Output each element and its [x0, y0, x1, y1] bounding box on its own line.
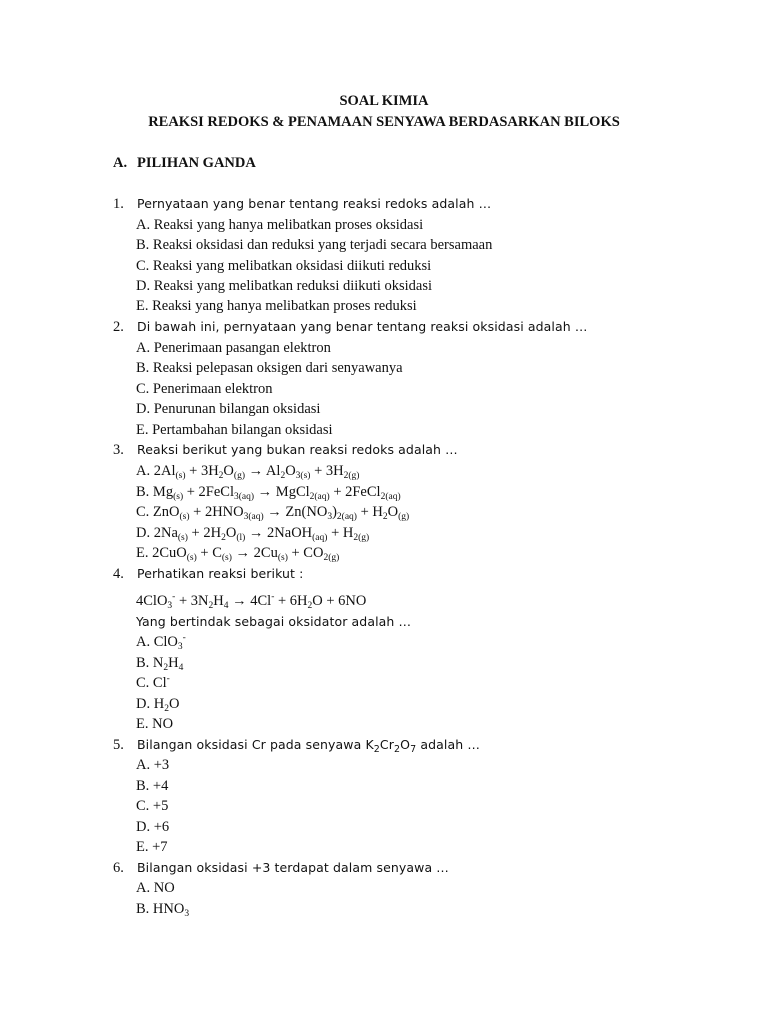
option-6b: B. $HNO_3$: [136, 901, 190, 919]
question-number: 4.: [113, 566, 124, 582]
question-number: 5.: [113, 737, 124, 753]
option-1d: D. Reaksi yang melibatkan reduksi diikuti oksidasi: [136, 278, 432, 294]
option-2a: A. Penerimaan pasangan elektron: [136, 340, 331, 356]
option-2e: E. Pertambahan bilangan oksidasi: [136, 422, 333, 438]
option-3e: E. $2CuO_{(s)} + C_{(s)} \to 2Cu_{(s)} + CO_{2(g)}$: [136, 545, 340, 563]
question-number: 6.: [113, 860, 124, 876]
question-text: Di bawah ini, pernyataan yang benar tentang reaksi oksidasi adalah …: [137, 319, 588, 334]
question-number: 3.: [113, 442, 124, 458]
question-text: Bilangan oksidasi +3 terdapat dalam senyawa …: [137, 860, 449, 875]
option-5d: D. +6: [136, 819, 170, 835]
section-letter: A.: [113, 155, 128, 171]
option-4d: D. $H_2O$: [136, 696, 180, 714]
question-text: Perhatikan reaksi berikut :: [137, 566, 304, 581]
question-text: Reaksi berikut yang bukan reaksi redoks adalah …: [137, 442, 458, 457]
option-1a: A. Reaksi yang hanya melibatkan proses oksidasi: [136, 217, 424, 233]
question-number: 1.: [113, 196, 124, 212]
option-2d: D. Penurunan bilangan oksidasi: [136, 401, 321, 417]
option-5b: B. +4: [136, 778, 169, 794]
section-title: PILIHAN GANDA: [137, 155, 256, 171]
option-4b: B. $N_2H_4$: [136, 655, 184, 673]
option-5c: C. +5: [136, 798, 169, 814]
document-subtitle: REAKSI REDOKS & PENAMAAN SENYAWA BERDASARKAN BILOKS: [148, 114, 620, 130]
option-3d: D. $2Na_{(s)} + 2H_2O_{(l)}$ → 2NaOH$_{(aq)}$ + $H_{2(g)}$: [136, 525, 370, 543]
section-heading: [113, 155, 256, 172]
question-prompt: Yang bertindak sebagai oksidator adalah …: [136, 614, 412, 629]
option-2c: C. Penerimaan elektron: [136, 381, 273, 397]
option-1c: C. Reaksi yang melibatkan oksidasi diikuti reduksi: [136, 258, 432, 274]
option-1b: B. Reaksi oksidasi dan reduksi yang terjadi secara bersamaan: [136, 237, 493, 253]
option-3c: C. $ZnO_{(s)} + 2HNO_{3(aq)} \to Zn(NO_3)_{2(aq)} + H_2O_{(g)}$: [136, 504, 410, 522]
option-4e: E. NO: [136, 716, 174, 732]
option-5e: E. +7: [136, 839, 168, 855]
option-3a: A. $2Al_{(s)} + 3H_2O_{(g)} \to Al_2O_{3(s)} + 3H_{2(g)}$: [136, 463, 360, 481]
option-3b: B. $Mg_{(s)}$ + 2FeCl$_{3(aq)}$ → MgCl$_{2(aq)}$ + 2FeCl$_{2(aq)}$: [136, 484, 401, 502]
option-1e: E. Reaksi yang hanya melibatkan proses reduksi: [136, 298, 417, 314]
option-4a: A. ClO$_3$-: [136, 633, 186, 652]
question-text: Bilangan oksidasi Cr pada senyawa $K_2Cr_2O_7$ adalah …: [137, 737, 480, 755]
question-text: Pernyataan yang benar tentang reaksi redoks adalah …: [137, 196, 492, 211]
reaction-equation: $4ClO_3^- + 3N_2H_4 \to 4Cl^- + 6H_2O + 6NO$: [136, 592, 367, 611]
option-4c: C. Cl-: [136, 674, 170, 691]
question-number: 2.: [113, 319, 124, 335]
document-title: SOAL KIMIA: [339, 93, 429, 109]
option-6a: A. NO: [136, 880, 175, 896]
option-2b: B. Reaksi pelepasan oksigen dari senyawanya: [136, 360, 403, 376]
option-5a: A. +3: [136, 757, 170, 773]
